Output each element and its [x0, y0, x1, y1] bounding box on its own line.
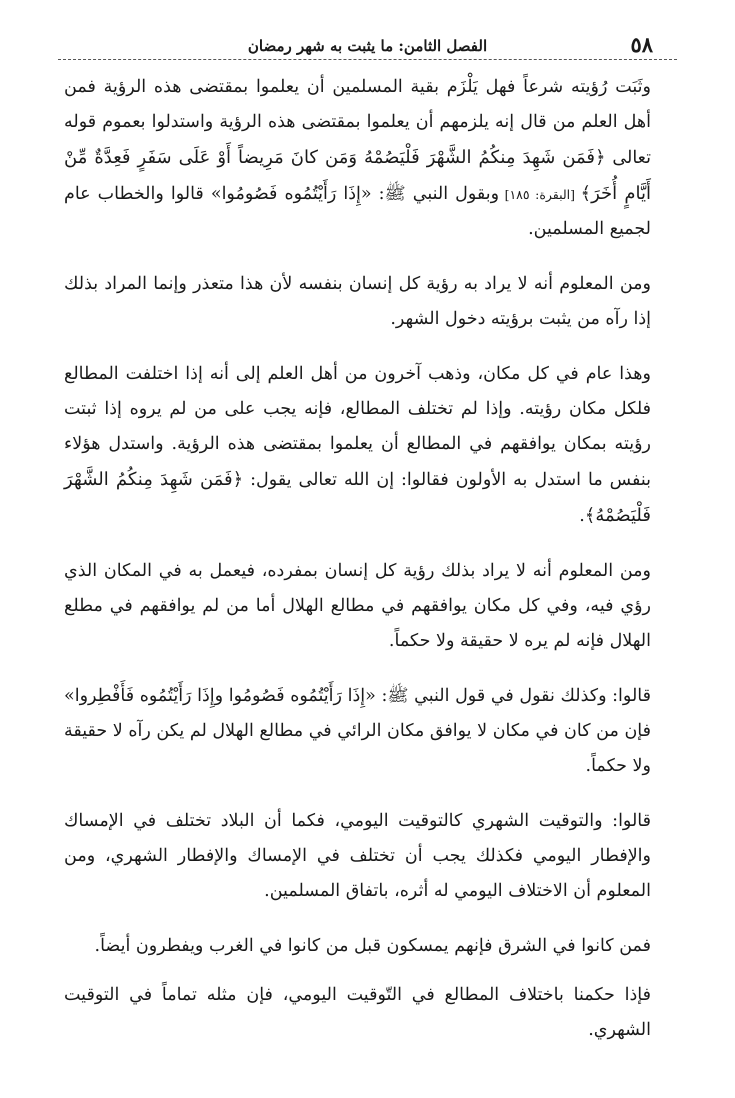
body-text	[64, 70, 651, 1068]
quran-verse: ﴿فَمَن شَهِدَ مِنكُمُ الشَّهْرَ فَلْيَصُمْهُ وَمَن كانَ مَرِيضاً أَوْ عَلَى سَفَرٍ فَعِدَّةٌ مِّنْ أَيَّامٍ أُخَرَ﴾	[64, 147, 651, 204]
verse-reference: [البقرة: ١٨٥]	[499, 187, 581, 202]
paragraph-3	[64, 357, 651, 534]
paragraph-7: فمن كانوا في الشرق فإنهم يمسكون قبل من كانوا في الغرب ويفطرون أيضاً.	[94, 936, 651, 956]
paragraph-2: ومن المعلوم أنه لا يراد به رؤية كل إنسان بنفسه لأن هذا متعذر وإنما المراد بذلك إذا رآه من يثبت برؤيته دخول الشهر.	[64, 274, 651, 329]
paragraph-4: ومن المعلوم أنه لا يراد بذلك رؤية كل إنسان بمفرده، فيعمل به في المكان الذي رؤي فيه، وفي كل مكان يوافقهم في مطالع الهلال أما من لم يوافقهم في مطلع الهلال فإنه لم يره لا حقيقة ولا حكماً.	[64, 561, 651, 651]
quran-verse: ﴿فَمَن شَهِدَ مِنكُمُ الشَّهْرَ فَلْيَصُمْهُ﴾	[64, 469, 651, 526]
header-divider	[58, 59, 677, 60]
page-header	[58, 30, 677, 60]
paragraph-8: فإذا حكمنا باختلاف المطالع في التّوقيت اليومي، فإن مثله تماماً في التوقيت الشهري.	[64, 985, 651, 1040]
page-number: ٥٨	[630, 32, 653, 57]
paragraph-6: قالوا: والتوقيت الشهري كالتوقيت اليومي، فكما أن البلاد تختلف في الإمساك والإفطار اليومي فكذلك يجب أن تختلف في الإمساك والإفطار الشهري، ومن المعلوم أن الاختلاف اليومي له أثره، باتفاق المسلمين.	[64, 811, 651, 901]
paragraph-3-text: وهذا عام في كل مكان، وذهب آخرون من أهل العلم إلى أنه إذا اختلفت المطالع فلكل مكان رؤيته. وإذا لم تختلف المطالع، فإنه يجب على من لم يروه إذا ثبتت رؤيته بمكان يوافقهم في المطالع أن يعلموا بمقتضى هذه الرؤية. واستدل هؤلاء بنفس ما استدل به الأولون فقالوا: إن الله تعالى يقول:	[64, 364, 651, 490]
paragraph-1-text: وثَبَت رُؤيته شرعاً فهل يَلْزَم بقية المسلمين أن يعلموا بمقتضى هذه الرؤية فمن أهل العلم من قال إنه يلزمهم أن يعلموا بمقتضى هذه الرؤية واستدلوا بعموم قوله تعالى	[64, 77, 651, 168]
paragraph-1-text-continued: وبقول النبي ﷺ: «إِذَا رَأَيْتُمُوه فَصُومُوا» قالوا والخطاب عام لجميع المسلمين.	[64, 184, 651, 239]
paragraph-3-end: .	[579, 506, 585, 526]
paragraph-5: قالوا: وكذلك نقول في قول النبي ﷺ: «إِذَا رَأَيْتُمُوه فَصُومُوا وإِذَا رَأَيْتُمُوه فَأَفْطِروا» فإن من كان في مكان لا يوافق مكان الرائي في مطالع الهلال لم يكن رآه لا حقيقة ولا حكماً.	[64, 686, 651, 776]
paragraph-1	[64, 70, 651, 247]
running-title: الفصل الثامن: ما يثبت به شهر رمضان	[247, 37, 488, 55]
